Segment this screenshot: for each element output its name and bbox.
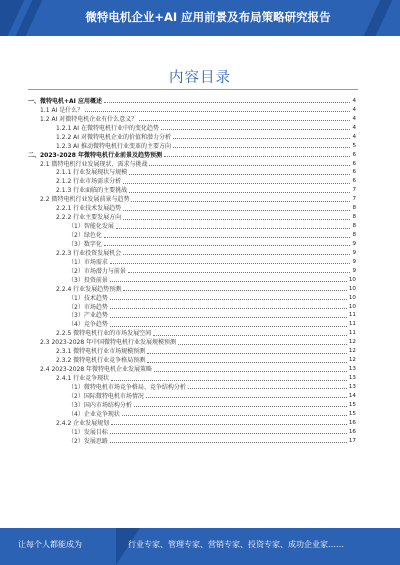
- toc-leader-dots: [123, 290, 347, 291]
- toc-leader-dots: [110, 281, 347, 282]
- toc-entry-label: 2.3 2023-2028 年中国微特电机行业发展规模预测: [40, 339, 177, 347]
- toc-entry-page: 8: [352, 205, 356, 212]
- toc-entry[interactable]: [28, 382, 356, 391]
- toc-leader-dots: [122, 415, 347, 416]
- toc-leader-dots: [129, 192, 350, 193]
- toc-entry-label: 2.1.2 行业市场需求分析: [56, 178, 122, 186]
- toc-leader-dots: [178, 344, 347, 345]
- toc-entry[interactable]: [28, 391, 356, 400]
- toc-entry-page: 10: [348, 303, 356, 310]
- toc-entry-page: 6: [352, 169, 356, 176]
- toc-entry-label: 1.2.3 AI 推动微特电机行业变革的主要方向: [56, 142, 171, 150]
- header-stripe: [364, 0, 393, 36]
- footer-slogan-left: 让每个人都能成为: [18, 540, 82, 549]
- toc-entry[interactable]: [28, 257, 356, 266]
- toc-leader-dots: [111, 380, 347, 381]
- toc-leader-dots: [110, 263, 351, 264]
- toc-entry-page: 8: [352, 214, 356, 221]
- toc-entry-label: （1）发展目标: [68, 428, 108, 436]
- toc-entry-label: 2.1.3 行业面临的主要挑战: [56, 187, 128, 195]
- toc-entry[interactable]: [28, 176, 356, 185]
- toc-entry-label: 2.3.2 微特电机行业竞争格局预测: [56, 357, 146, 365]
- toc-leader-dots: [123, 210, 350, 211]
- toc-leader-dots: [147, 353, 347, 354]
- toc-entry[interactable]: [28, 364, 356, 373]
- toc-entry-page: 12: [348, 339, 356, 346]
- toc-leader-dots: [110, 326, 347, 327]
- toc-leader-dots: [129, 174, 350, 175]
- toc-leader-dots: [104, 237, 351, 238]
- toc-leader-dots: [131, 201, 350, 202]
- toc-entry-page: 13: [348, 375, 356, 381]
- toc-entry-label: （2）国际微特电机市场情况: [68, 392, 144, 400]
- toc-heading: 内容目录: [169, 70, 231, 86]
- toc-entry[interactable]: [28, 337, 356, 346]
- toc-leader-dots: [154, 371, 347, 372]
- toc-entry-label: （2）绿色化: [68, 232, 102, 239]
- toc-entry[interactable]: [28, 302, 356, 311]
- toc-entry-page: 6: [352, 178, 356, 185]
- toc-leader-dots: [123, 219, 350, 220]
- toc-entry-label: （3）产业趋势: [68, 312, 108, 320]
- toc-entry-page: 8: [352, 223, 356, 230]
- toc-entry-page: 4: [352, 133, 356, 140]
- toc-entry[interactable]: [28, 311, 356, 320]
- toc-entry[interactable]: [28, 114, 356, 123]
- toc-entry-label: （3）国内市场结构分析: [68, 401, 132, 409]
- toc-entry-page: 13: [348, 383, 356, 390]
- toc-entry-page: 16: [348, 428, 356, 435]
- toc-entry-label: （2）市场潜力与前景: [68, 267, 126, 275]
- toc-entry[interactable]: [28, 96, 356, 105]
- toc-entry-page: 12: [348, 348, 356, 355]
- toc-entry-page: 15: [348, 401, 356, 408]
- toc-entry[interactable]: [28, 141, 356, 150]
- toc-entry-page: 16: [348, 419, 356, 426]
- toc-entry-page: 10: [348, 276, 356, 283]
- toc-entry-page: 11: [348, 312, 356, 319]
- toc-entry-label: （2）市场趋势: [68, 303, 108, 311]
- table-of-contents: [28, 96, 356, 445]
- toc-leader-dots: [128, 272, 351, 273]
- toc-leader-dots: [134, 406, 347, 407]
- toc-entry-label: 二、2023-2028 年微特电机行业前景及趋势预测: [28, 151, 162, 159]
- toc-leader-dots: [188, 388, 347, 389]
- toc-entry-page: 4: [352, 97, 356, 104]
- toc-leader-dots: [173, 138, 350, 139]
- toc-leader-dots: [139, 120, 350, 121]
- toc-entry-label: 2.2.2 行业主要发展方向: [56, 214, 122, 222]
- toc-leader-dots: [110, 308, 347, 309]
- toc-leader-dots: [147, 362, 347, 363]
- toc-leader-dots: [164, 156, 350, 157]
- toc-entry-page: 12: [348, 357, 356, 364]
- toc-entry[interactable]: [28, 409, 356, 418]
- toc-entry-label: （1）市场需求: [68, 258, 108, 266]
- toc-entry-page: 11: [348, 330, 356, 337]
- toc-entry-page: 7: [352, 187, 356, 194]
- toc-entry-label: （1）智能化发展: [68, 223, 114, 231]
- toc-entry-page: 6: [352, 160, 356, 167]
- toc-divider: [28, 89, 358, 90]
- toc-entry-page: 7: [352, 196, 356, 203]
- toc-entry[interactable]: [28, 346, 356, 355]
- toc-entry-label: 2.2.1 行业技术发展趋势: [56, 205, 122, 213]
- toc-entry[interactable]: [28, 194, 356, 203]
- toc-entry-page: 9: [352, 258, 356, 265]
- report-title: 微特电机企业+AI 应用前景及布局策略研究报告: [85, 10, 331, 24]
- toc-leader-dots: [116, 228, 351, 229]
- toc-entry[interactable]: [28, 168, 356, 177]
- toc-entry[interactable]: [28, 105, 356, 114]
- toc-entry-page: 6: [352, 151, 356, 158]
- toc-entry[interactable]: [28, 319, 356, 328]
- toc-entry[interactable]: [28, 436, 356, 445]
- toc-entry-label: 1.2.2 AI 对微特电机企业的价值和潜力分析: [56, 133, 171, 141]
- toc-leader-dots: [161, 129, 350, 130]
- toc-entry[interactable]: [28, 266, 356, 275]
- toc-entry-label: 2.4.2 企业发展规划: [56, 419, 110, 427]
- toc-leader-dots: [110, 299, 347, 300]
- toc-entry[interactable]: [28, 400, 356, 409]
- toc-entry-page: 4: [352, 124, 356, 131]
- toc-entry-label: （2）发展思路: [68, 437, 108, 445]
- toc-leader-dots: [104, 102, 350, 103]
- toc-entry[interactable]: [28, 248, 356, 257]
- toc-entry-label: （4）企业竞争现状: [68, 410, 120, 418]
- toc-entry[interactable]: [28, 418, 356, 427]
- toc-leader-dots: [153, 335, 347, 336]
- toc-leader-dots: [173, 147, 350, 148]
- toc-leader-dots: [123, 254, 350, 255]
- toc-entry-label: （3）数字化: [68, 240, 102, 248]
- toc-entry-label: 2.4.1 行业竞争现状: [56, 375, 110, 382]
- toc-leader-dots: [110, 317, 347, 318]
- toc-entry[interactable]: [28, 123, 356, 132]
- toc-entry-label: 2.2 微特电机行业发展前景与趋势: [40, 196, 130, 204]
- toc-entry[interactable]: [28, 212, 356, 221]
- toc-entry-page: 4: [352, 115, 356, 122]
- toc-entry-page: 9: [352, 240, 356, 247]
- toc-entry[interactable]: [28, 275, 356, 284]
- toc-entry-page: 17: [348, 437, 356, 444]
- toc-entry[interactable]: [28, 239, 356, 248]
- toc-entry-label: 2.1.1 行业发展现状与规模: [56, 169, 128, 177]
- toc-entry-page: 9: [352, 267, 356, 274]
- toc-entry-label: 1.1 AI 是什么？: [40, 106, 84, 114]
- toc-entry-page: 8: [352, 232, 356, 238]
- toc-leader-dots: [123, 183, 350, 184]
- toc-entry-label: （3）投资前景: [68, 276, 108, 284]
- toc-entry-page: 11: [348, 321, 356, 328]
- toc-leader-dots: [111, 424, 347, 425]
- toc-entry-page: 10: [348, 285, 356, 292]
- toc-entry-label: 1.2 AI 对微特电机企业有什么意义？: [40, 115, 138, 123]
- toc-entry-page: 13: [348, 366, 356, 373]
- toc-entry-label: 2.2.3 行业投资发展机会: [56, 249, 122, 257]
- toc-leader-dots: [104, 245, 351, 246]
- footer-slogan-right: 行业专家、管理专家、营销专家、投资专家、成功企业家……: [128, 540, 344, 549]
- toc-entry[interactable]: [28, 284, 356, 293]
- toc-entry[interactable]: [28, 373, 356, 382]
- toc-entry[interactable]: [28, 185, 356, 194]
- toc-leader-dots: [149, 165, 350, 166]
- toc-entry[interactable]: [28, 293, 356, 302]
- toc-entry-label: 2.2.4 行业发展趋势预测: [56, 285, 122, 293]
- toc-entry-label: 2.3.1 微特电机行业市场规模预测: [56, 348, 146, 356]
- toc-entry-label: 2.4 2023-2028 年微特电机企业发展策略: [40, 366, 153, 374]
- toc-entry-label: 2.2.5 微特电机行业的市场发展空间: [56, 330, 152, 338]
- toc-entry-page: 4: [352, 106, 356, 113]
- toc-leader-dots: [146, 397, 347, 398]
- toc-leader-dots: [110, 433, 347, 434]
- toc-entry[interactable]: [28, 355, 356, 364]
- toc-entry-label: （4）竞争趋势: [68, 321, 108, 329]
- toc-entry[interactable]: [28, 427, 356, 436]
- toc-entry[interactable]: [28, 203, 356, 212]
- toc-entry-page: 5: [352, 142, 356, 149]
- toc-entry-page: 9: [352, 249, 356, 256]
- toc-entry[interactable]: [28, 230, 356, 239]
- toc-leader-dots: [85, 111, 350, 112]
- toc-entry-label: （1）微特电机市场竞争格局、竞争结构分析: [68, 383, 186, 391]
- toc-entry-label: 2.1 微特电机行业发展现状、需求与挑战: [40, 160, 148, 168]
- toc-entry[interactable]: [28, 221, 356, 230]
- toc-entry-label: 1.2.1 AI 在微特电机行业中的变化趋势: [56, 124, 159, 132]
- toc-entry-page: 15: [348, 410, 356, 417]
- toc-entry-page: 14: [348, 392, 356, 399]
- toc-leader-dots: [110, 442, 347, 443]
- toc-entry[interactable]: [28, 159, 356, 168]
- toc-entry[interactable]: [28, 150, 356, 159]
- toc-entry-label: （1）技术趋势: [68, 294, 108, 302]
- toc-entry-label: 一、微特电机+AI 应用概述: [28, 97, 102, 105]
- toc-entry[interactable]: [28, 328, 356, 337]
- toc-entry[interactable]: [28, 132, 356, 141]
- toc-entry-page: 10: [348, 294, 356, 301]
